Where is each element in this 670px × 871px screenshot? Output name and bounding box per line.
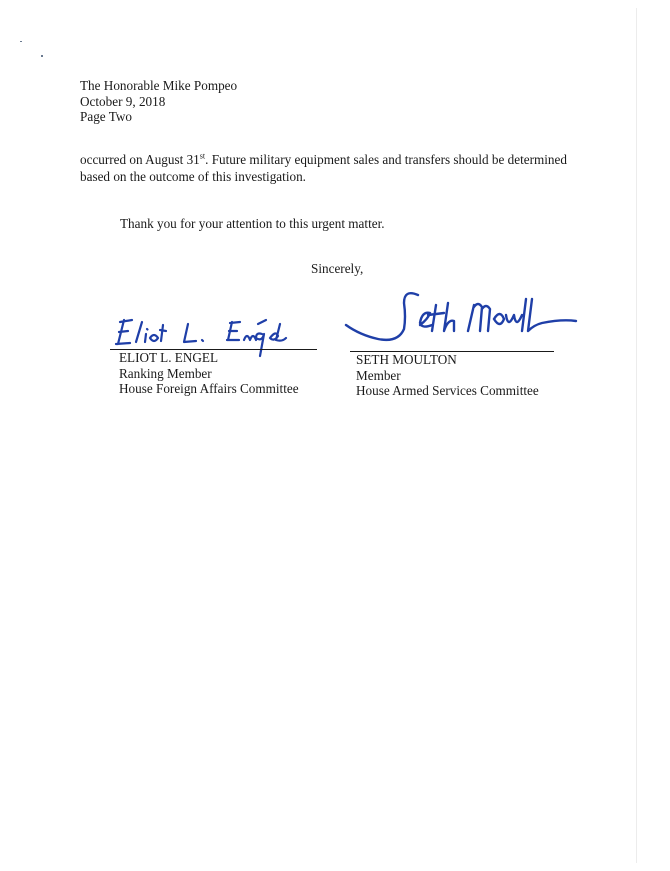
moulton-signature <box>340 285 580 355</box>
signatory-committee: House Armed Services Committee <box>356 383 539 398</box>
body-line-1-start: occurred on August 31 <box>80 152 200 167</box>
date-line: October 9, 2018 <box>80 93 166 109</box>
body-line-2: based on the outcome of this investigation. <box>80 169 306 184</box>
signatory-name: ELIOT L. ENGEL <box>119 350 219 365</box>
signatory-committee: House Foreign Affairs Committee <box>119 381 299 396</box>
closing: Sincerely, <box>311 261 364 276</box>
body-line-1 <box>80 152 567 169</box>
signatory-title: Member <box>356 367 401 383</box>
signatory-engel <box>119 350 299 397</box>
signatory-title: Ranking Member <box>119 365 212 381</box>
signatory-name: SETH MOULTON <box>356 352 457 367</box>
letter-header <box>80 78 237 125</box>
body-paragraph <box>80 152 567 186</box>
page-number-line: Page Two <box>80 109 132 124</box>
signatory-moulton <box>356 352 539 399</box>
ordinal-suffix: st <box>199 151 206 161</box>
scan-edge <box>636 8 637 863</box>
body-line-1-end: . Future military equipment sales and transfers should be determined <box>205 152 567 167</box>
thanks-paragraph: Thank you for your attention to this urgent matter. <box>120 216 385 231</box>
scan-speck <box>20 41 22 42</box>
recipient-line: The Honorable Mike Pompeo <box>80 78 238 93</box>
scan-speck <box>41 55 43 57</box>
